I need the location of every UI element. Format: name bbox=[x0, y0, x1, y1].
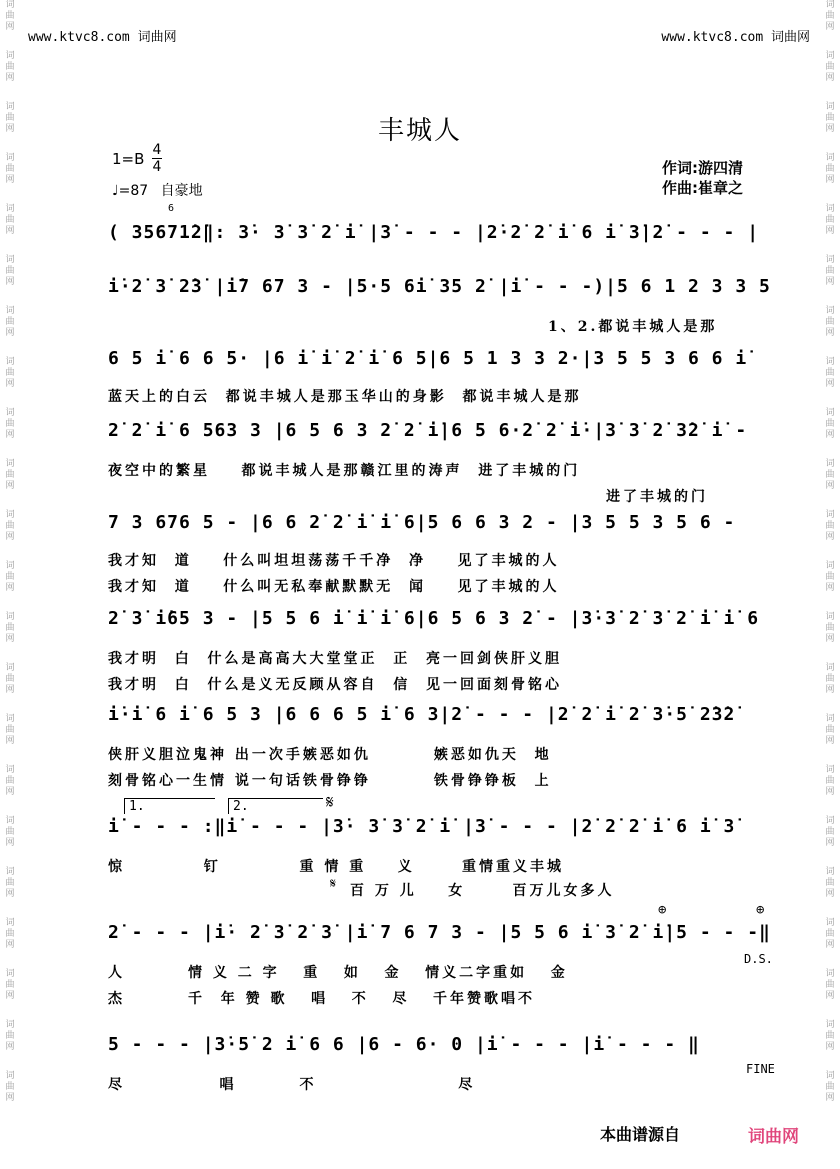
credits bbox=[662, 158, 743, 198]
score-line-2: i̇·2̇ 3̇ 2̇3̇ |i̇7 67 3 - |5·5 6i̇ 35 2̇ |i̇ - - -)|5 6 1 2 3 3 5 bbox=[108, 276, 771, 297]
score-line-7: i̇·i̇ 6 i̇ 6 5 3 |6 6 6 5 i̇ 6 3|2̇ - - - |2̇ 2̇ i̇ 2̇ 3̇·5̇ 2̇3̇2̇ bbox=[108, 704, 736, 725]
segno-mark-lyric: 𝄋 bbox=[330, 876, 337, 892]
key-signature: 1=B bbox=[112, 150, 145, 168]
lyric-line-7: 我才明 白 什么是义无反顾从容自 信 见一回面刻骨铭心 bbox=[108, 677, 562, 693]
lyric-line-1: 1、2.都说丰城人是那 bbox=[548, 319, 718, 335]
side-watermark-left: 词曲网 词曲网 词曲网 词曲网 词曲网 词曲网 词曲网 词曲网 词曲网 词曲网 词曲网 词曲网 词曲网 词曲网 词曲网 词曲网 词曲网 词曲网 词曲网 词曲网 词曲网 词曲网 bbox=[5, 0, 15, 1103]
fine-mark: FINE bbox=[746, 1062, 775, 1076]
mood-mark: 自豪地 bbox=[160, 183, 203, 199]
tempo-value: ♩=87 bbox=[112, 183, 149, 199]
lyric-line-3: 夜空中的繁星 都说丰城人是那赣江里的涛声 进了丰城的门 bbox=[108, 463, 581, 479]
score-line-1: ( 35671̇2̇‖: 3̇· 3̇ 3̇ 2̇ i̇ |3̇ - - - |2̇·2̇ 2̇ i̇ 6 i̇ 3̇|2̇ - - - | bbox=[108, 222, 760, 243]
song-title: 丰城人 bbox=[377, 116, 462, 146]
score-line-3: 6 5 i̇ 6 6 5· |6 i̇ i̇ 2̇ i̇ 6 5|6 5 1 3 3 2·|3 5 5 3 6 6 i̇ bbox=[108, 348, 748, 369]
score-line-5: 7 3 676 5 - |6 6 2̇ 2̇ i̇ i̇ 6|5 6 6 3 2 - |3 5 5 3 5 6 - bbox=[108, 512, 736, 533]
lyricist: 作词:游四清 bbox=[662, 159, 743, 177]
lyric-line-2: 蓝天上的白云 都说丰城人是那玉华山的身影 都说丰城人是那 bbox=[108, 389, 582, 405]
header-site-left: www.ktvc8.com 词曲网 bbox=[28, 30, 177, 45]
lyric-line-12: 人 情 义 二 字 重 如 金 情义二字重如 金 bbox=[108, 965, 568, 981]
score-line-9: 2̇ - - - |i̇· 2̇ 3̇ 2̇ 3̇ |i̇ 7 6 7 3 - |5 5 6 i̇ 3̇ 2̇ i̇|5 - - -‖ bbox=[108, 922, 771, 943]
volta-1: 1. bbox=[124, 798, 215, 814]
meter-top: 4 bbox=[152, 142, 162, 158]
volta-2: 2. bbox=[228, 798, 323, 814]
footer-brand-logo: 词曲网 bbox=[748, 1127, 799, 1147]
composer: 作曲:崔章之 bbox=[662, 179, 743, 197]
lyric-line-4: 我才知 道 什么叫坦坦荡荡千千净 净 见了丰城的人 bbox=[108, 553, 560, 569]
time-signature bbox=[152, 143, 162, 174]
side-watermark-right: 词曲网 词曲网 词曲网 词曲网 词曲网 词曲网 词曲网 词曲网 词曲网 词曲网 词曲网 词曲网 词曲网 词曲网 词曲网 词曲网 词曲网 词曲网 词曲网 词曲网 词曲网 词曲网 bbox=[825, 0, 835, 1103]
lyric-line-8: 侠肝义胆泣鬼神 出一次手嫉恶如仇 嫉恶如仇天 地 bbox=[108, 747, 552, 763]
score-line-10: 5 - - - |3̇·5̇ 2 i̇ 6 6 |6 - 6· 0 |i̇ - - - |i̇ - - - ‖ bbox=[108, 1034, 700, 1055]
score-line-8: i̇ - - - :‖i̇ - - - |3̇· 3̇ 3̇ 2̇ i̇ |3̇ - - - |2̇ 2̇ 2̇ i̇ 6 i̇ 3̇ bbox=[108, 816, 736, 837]
footer-source: 本曲谱源自 bbox=[600, 1125, 681, 1144]
segno-mark: 𝄋 bbox=[326, 792, 334, 813]
meter-bottom: 4 bbox=[152, 159, 162, 175]
lyric-line-10: 惊 钉 重 情 重 义 重情重义丰城 bbox=[108, 859, 564, 875]
score-line-4: 2̇ 2̇ i̇ 6 563 3 |6 5 6 3 2̇ 2̇ i̇|6 5 6·2̇ 2̇ i̇·|3̇ 3̇ 2̇ 3̇2̇ i̇ - bbox=[108, 420, 748, 441]
lyric-line-3b: 进了丰城的门 bbox=[606, 489, 708, 505]
lyric-line-11: 百 万 儿 女 百万儿女多人 bbox=[350, 883, 615, 899]
ds-mark: D.S. bbox=[744, 952, 773, 966]
triplet-mark: 6 bbox=[168, 203, 175, 214]
lyric-line-5: 我才知 道 什么叫无私奉献默默无 闻 见了丰城的人 bbox=[108, 579, 560, 595]
coda-mark-2: ⊕ bbox=[756, 902, 765, 918]
lyric-line-13: 杰 千 年 赞 歌 唱 不 尽 千年赞歌唱不 bbox=[108, 991, 535, 1007]
score-line-6: 2̇ 3̇ i̇65 3 - |5 5 6 i̇ i̇ i̇ 6|6 5 6 3 2̇ - |3̇·3̇ 2̇ 3̇ 2̇ i̇ i̇ 6 bbox=[108, 608, 760, 629]
lyric-line-14: 尽 唱 不 尽 bbox=[108, 1077, 476, 1093]
header-site-right: www.ktvc8.com 词曲网 bbox=[661, 30, 810, 45]
coda-mark-1: ⊕ bbox=[658, 902, 667, 918]
lyric-line-6: 我才明 白 什么是高高大大堂堂正 正 亮一回剑侠肝义胆 bbox=[108, 651, 562, 667]
tempo-mark bbox=[112, 180, 203, 200]
lyric-line-9: 刻骨铭心一生情 说一句话铁骨铮铮 铁骨铮铮板 上 bbox=[108, 773, 552, 789]
